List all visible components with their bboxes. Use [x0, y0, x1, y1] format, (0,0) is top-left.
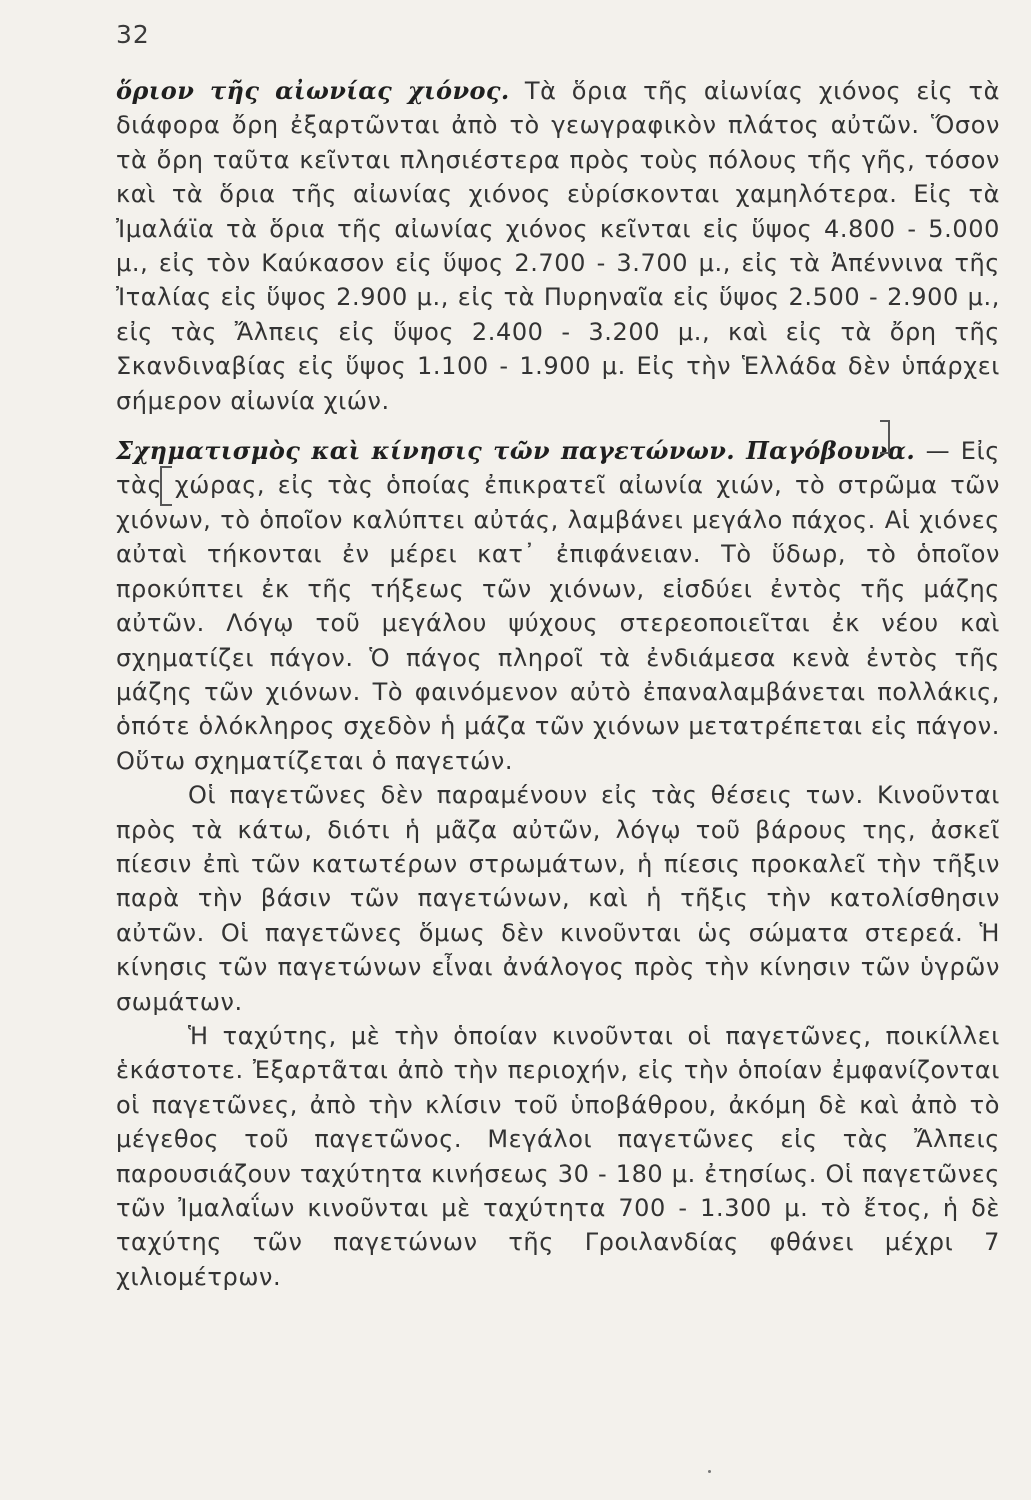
- pencil-end-mark: [880, 420, 890, 454]
- page-body: [116, 74, 1000, 1294]
- section-heading-glacier-formation: Σχηματισμὸς καὶ κίνησις τῶν παγετώνων. Παγόβουνα.: [116, 436, 916, 466]
- page-number: 32: [116, 20, 150, 49]
- paragraph-text: — Εἰς τὰς χώρας, εἰς τὰς ὁποίας ἐπικρατεῖ αἰωνία χιών, τὸ στρῶμα τῶν χιόνων, τὸ ὁποῖον καλύπτει αὐτάς, λαμβάνει μεγάλο πάχος. Αἱ χιόνες αὐταὶ τήκονται ἐν μέρει κατ᾽ ἐπιφάνειαν. Τὸ ὕδωρ, τὸ ὁποῖον προκύπτει ἐκ τῆς τήξεως τῶν χιόνων, εἰσδύει ἐντὸς τῆς μάζης αὐτῶν. Λόγῳ τοῦ μεγάλου ψύχους στερεοποιεῖται ἐκ νέου καὶ σχηματίζει πάγον. Ὁ πάγος πληροῖ τὰ ἐνδιάμεσα κενὰ ἐντὸς τῆς μάζης τῶν χιόνων. Τὸ φαινόμενον αὐτὸ ἐπαναλαμβάνεται πολλάκις, ὁπότε ὁλόκληρος σχεδὸν ἡ μάζα τῶν χιόνων μετατρέπεται εἰς πάγον. Οὕτω σχηματίζεται ὁ παγετών.: [116, 437, 1000, 775]
- section-heading-snow-line: ὅριον τῆς αἰωνίας χιόνος.: [116, 76, 510, 105]
- paragraph-snow-line: [116, 74, 1000, 418]
- paragraph-text: Τὰ ὅρια τῆς αἰωνίας χιόνος εἰς τὰ διάφορα ὄρη ἐξαρτῶνται ἀπὸ τὸ γεωγραφικὸν πλάτος αὐτῶν. Ὅσον τὰ ὄρη ταῦτα κεῖνται πλησιέστερα πρὸς τοὺς πόλους τῆς γῆς, τόσον καὶ τὰ ὅρια τῆς αἰωνίας χιόνος εὑρίσκονται χαμηλότερα. Εἰς τὰ Ἰμαλάϊα τὰ ὅρια τῆς αἰωνίας χιόνος κεῖνται εἰς ὕψος 4.800 - 5.000 μ., εἰς τὸν Καύκασον εἰς ὕψος 2.700 - 3.700 μ., εἰς τὰ Ἀπέννινα τῆς Ἰταλίας εἰς ὕψος 2.900 μ., εἰς τὰ Πυρηναῖα εἰς ὕψος 2.500 - 2.900 μ., εἰς τὰς Ἄλπεις εἰς ὕψος 2.400 - 3.200 μ., καὶ εἰς τὰ ὄρη τῆς Σκανδιναβίας εἰς ὕψος 1.100 - 1.900 μ. Εἰς τὴν Ἑλλάδα δὲν ὑπάρχει σήμερον αἰωνία χιών.: [116, 77, 1000, 415]
- scan-speck: [708, 1470, 711, 1473]
- paragraph-glacier-movement: Οἱ παγετῶνες δὲν παραμένουν εἰς τὰς θέσεις των. Κινοῦνται πρὸς τὰ κάτω, διότι ἡ μᾶζα αὐτῶν, λόγῳ τοῦ βάρους της, ἀσκεῖ πίεσιν ἐπὶ τῶν κατωτέρων στρωμάτων, ἡ πίεσις προκαλεῖ τὴν τῆξιν παρὰ τὴν βάσιν τῶν παγετώνων, καὶ ἡ τῆξις τὴν κατολίσθησιν αὐτῶν. Οἱ παγετῶνες ὅμως δὲν κινοῦνται ὡς σώματα στερεά. Ἡ κίνησις τῶν παγετώνων εἶναι ἀνάλογος πρὸς τὴν κίνησιν τῶν ὑγρῶν σωμάτων.: [116, 781, 1000, 1016]
- paragraph-glacier-speed: Ἡ ταχύτης, μὲ τὴν ὁποίαν κινοῦνται οἱ παγετῶνες, ποικίλλει ἑκάστοτε. Ἐξαρτᾶται ἀπὸ τὴν περιοχήν, εἰς τὴν ὁποίαν ἐμφανίζονται οἱ παγετῶνες, ἀπὸ τὴν κλίσιν τοῦ ὑποβάθρου, ἀκόμη δὲ καὶ ἀπὸ τὸ μέγεθος τοῦ παγετῶνος. Μεγάλοι παγετῶνες εἰς τὰς Ἄλπεις παρουσιάζουν ταχύτητα κινήσεως 30 - 180 μ. ἐτησίως. Οἱ παγετῶνες τῶν Ἰμαλαΐων κινοῦνται μὲ ταχύτητα 700 - 1.300 μ. τὸ ἔτος, ἡ δὲ ταχύτης τῶν παγετώνων τῆς Γροιλανδίας φθάνει μέχρι 7 χιλιομέτρων.: [116, 1021, 1000, 1291]
- pencil-start-bracket: [160, 466, 172, 506]
- paragraph-glacier-formation: [116, 434, 1000, 778]
